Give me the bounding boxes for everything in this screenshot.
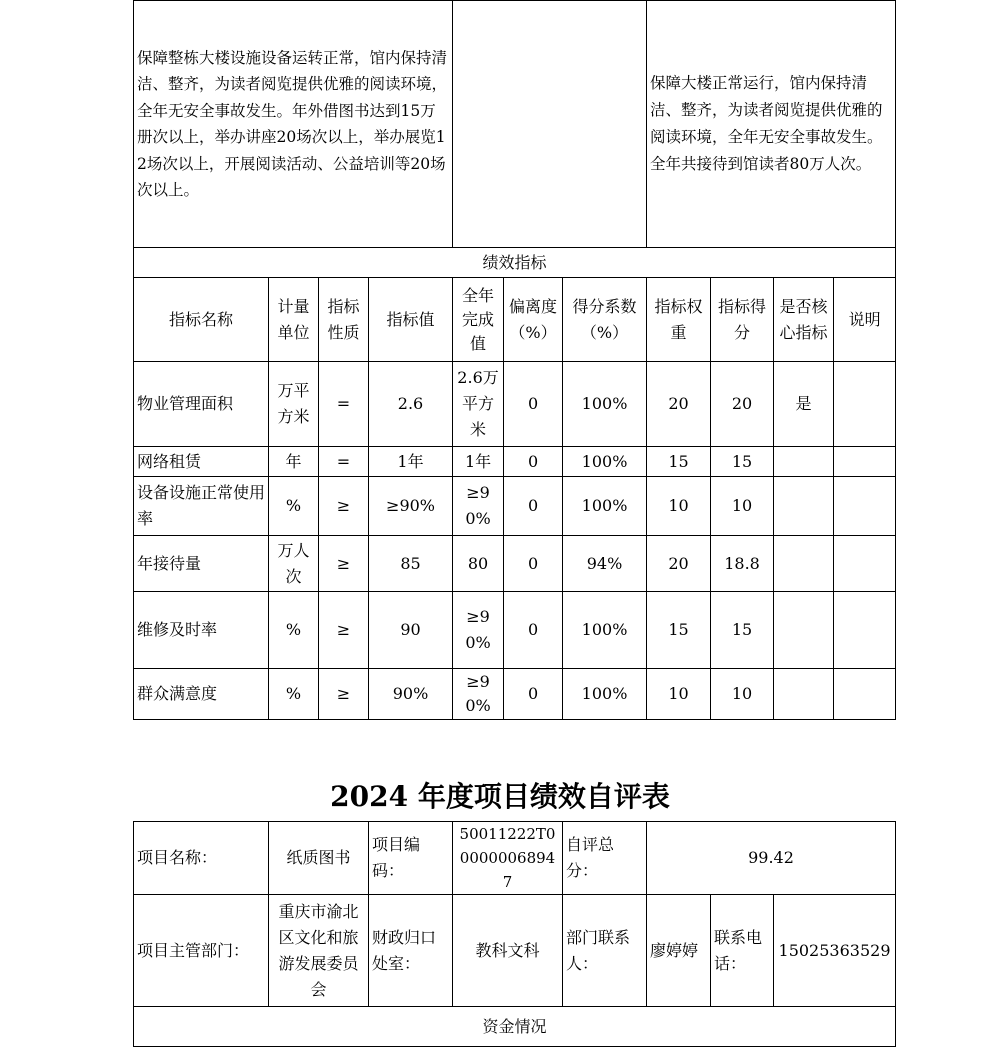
project-info-table <box>133 821 896 1047</box>
header-weight: 指标权重 <box>647 278 711 362</box>
indicator-deviation: 0 <box>504 536 563 592</box>
indicator-weight: 15 <box>647 592 711 669</box>
indicator-core <box>774 669 834 720</box>
indicator-name: 设备设施正常使用率 <box>134 477 269 536</box>
indicator-unit: 年 <box>269 447 319 477</box>
indicator-core <box>774 447 834 477</box>
table-row <box>134 592 896 669</box>
indicator-target: 85 <box>369 536 453 592</box>
indicator-score: 20 <box>711 362 774 447</box>
indicator-score: 15 <box>711 592 774 669</box>
indicator-actual: ≥90% <box>453 592 504 669</box>
indicator-target: 90 <box>369 592 453 669</box>
table-row <box>134 447 896 477</box>
header-name: 指标名称 <box>134 278 269 362</box>
indicator-actual: 1年 <box>453 447 504 477</box>
indicator-actual: 80 <box>453 536 504 592</box>
indicator-weight: 10 <box>647 477 711 536</box>
indicator-score: 10 <box>711 477 774 536</box>
project-row-1 <box>134 822 896 895</box>
indicator-score: 18.8 <box>711 536 774 592</box>
indicator-unit: 万平方米 <box>269 362 319 447</box>
self-score-value: 99.42 <box>647 822 896 895</box>
indicator-nature: ≥ <box>319 669 369 720</box>
indicator-name: 物业管理面积 <box>134 362 269 447</box>
indicator-nature: = <box>319 362 369 447</box>
indicator-note <box>834 477 896 536</box>
indicator-coef: 100% <box>563 362 647 447</box>
dept-value: 重庆市渝北区文化和旅游发展委员会 <box>269 895 369 1007</box>
table-row <box>134 669 896 720</box>
indicator-actual: ≥90% <box>453 477 504 536</box>
indicator-unit: 万人次 <box>269 536 319 592</box>
indicator-nature: ≥ <box>319 477 369 536</box>
indicator-core <box>774 592 834 669</box>
indicator-name: 群众满意度 <box>134 669 269 720</box>
header-note: 说明 <box>834 278 896 362</box>
header-actual: 全年完成值 <box>453 278 504 362</box>
page-title: 2024 年度项目绩效自评表 <box>330 780 670 813</box>
indicator-name: 维修及时率 <box>134 592 269 669</box>
header-core: 是否核心指标 <box>774 278 834 362</box>
phone-label: 联系电话： <box>711 895 774 1007</box>
header-score: 指标得分 <box>711 278 774 362</box>
indicator-weight: 20 <box>647 536 711 592</box>
middle-cell <box>453 1 647 248</box>
indicator-deviation: 0 <box>504 592 563 669</box>
indicator-note <box>834 669 896 720</box>
indicator-score: 10 <box>711 669 774 720</box>
annual-target-text: 保障整栋大楼设施设备运转正常，馆内保持清洁、整齐，为读者阅览提供优雅的阅读环境，全年无安全事故发生。年外借图书达到15万册次以上，举办讲座20场次以上，举办展览12场次以上，开展阅读活动、公益培训等20场次以上。 <box>134 1 453 248</box>
table-row <box>134 536 896 592</box>
indicator-actual: ≥90% <box>453 669 504 720</box>
indicator-weight: 15 <box>647 447 711 477</box>
indicator-weight: 10 <box>647 669 711 720</box>
indicator-nature: ≥ <box>319 592 369 669</box>
indicator-unit: % <box>269 477 319 536</box>
table-row <box>134 477 896 536</box>
project-code-label: 项目编码： <box>369 822 453 895</box>
project-row-2 <box>134 895 896 1007</box>
table-row <box>134 362 896 447</box>
indicator-note <box>834 592 896 669</box>
indicator-note <box>834 447 896 477</box>
indicator-target: ≥90% <box>369 477 453 536</box>
indicator-name: 网络租赁 <box>134 447 269 477</box>
office-label: 财政归口处室： <box>369 895 453 1007</box>
funds-section-title: 资金情况 <box>134 1007 896 1047</box>
indicator-deviation: 0 <box>504 669 563 720</box>
indicator-score: 15 <box>711 447 774 477</box>
indicator-coef: 100% <box>563 447 647 477</box>
indicator-core: 是 <box>774 362 834 447</box>
indicator-weight: 20 <box>647 362 711 447</box>
indicator-coef: 100% <box>563 592 647 669</box>
header-coef: 得分系数（%） <box>563 278 647 362</box>
actual-result-text: 保障大楼正常运行，馆内保持清洁、整齐，为读者阅览提供优雅的阅读环境，全年无安全事故发生。全年共接待到馆读者80万人次。 <box>647 1 896 248</box>
office-value: 教科文科 <box>453 895 563 1007</box>
indicator-deviation: 0 <box>504 362 563 447</box>
header-nature: 指标性质 <box>319 278 369 362</box>
perf-header-row <box>134 278 896 362</box>
goal-row <box>134 1 896 248</box>
indicator-deviation: 0 <box>504 447 563 477</box>
indicator-target: 2.6 <box>369 362 453 447</box>
project-code-value: 50011222T000000068947 <box>453 822 563 895</box>
indicator-deviation: 0 <box>504 477 563 536</box>
indicator-coef: 94% <box>563 536 647 592</box>
indicator-note <box>834 362 896 447</box>
project-name-label: 项目名称： <box>134 822 269 895</box>
indicator-name: 年接待量 <box>134 536 269 592</box>
header-deviation: 偏离度（%） <box>504 278 563 362</box>
phone-value: 15025363529 <box>774 895 896 1007</box>
indicator-note <box>834 536 896 592</box>
indicator-core <box>774 477 834 536</box>
indicator-target: 90% <box>369 669 453 720</box>
performance-table <box>133 0 896 720</box>
project-name-value: 纸质图书 <box>269 822 369 895</box>
header-target: 指标值 <box>369 278 453 362</box>
indicator-nature: ≥ <box>319 536 369 592</box>
indicator-actual: 2.6万平方米 <box>453 362 504 447</box>
contact-value: 廖婷婷 <box>647 895 711 1007</box>
dept-label: 项目主管部门： <box>134 895 269 1007</box>
indicator-unit: % <box>269 669 319 720</box>
self-score-label: 自评总分： <box>563 822 647 895</box>
contact-label: 部门联系人： <box>563 895 647 1007</box>
indicator-coef: 100% <box>563 477 647 536</box>
indicator-nature: = <box>319 447 369 477</box>
indicator-core <box>774 536 834 592</box>
indicator-coef: 100% <box>563 669 647 720</box>
indicator-unit: % <box>269 592 319 669</box>
indicator-target: 1年 <box>369 447 453 477</box>
header-unit: 计量单位 <box>269 278 319 362</box>
perf-section-title: 绩效指标 <box>134 248 896 278</box>
